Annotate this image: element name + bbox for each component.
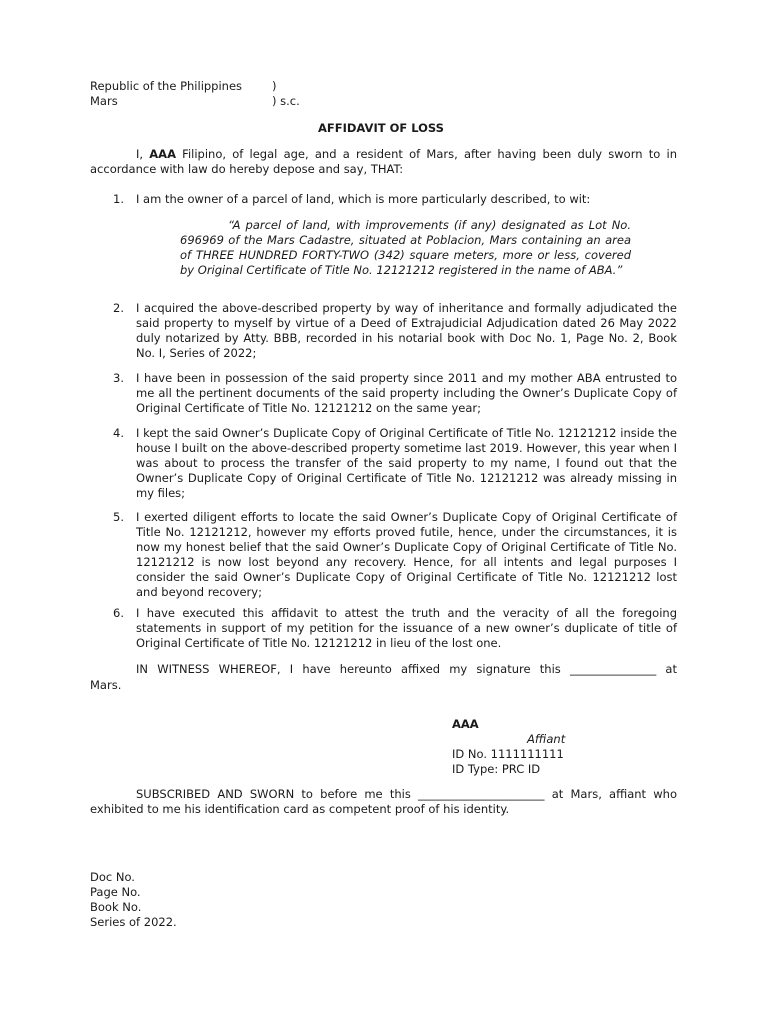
notarial-doc-no: Doc No. xyxy=(90,870,135,884)
jurat-paragraph: SUBSCRIBED AND SWORN to before me this ______________________ at Mars, affiant who exhibited to me his identification card as competent proof of his identity. xyxy=(90,787,677,816)
venue-city: Mars xyxy=(90,94,118,108)
witness-clause: IN WITNESS WHEREOF, I have hereunto affixed my signature this _______________ at xyxy=(136,662,677,676)
venue-sc: ) s.c. xyxy=(272,94,300,108)
intro-text: Filipino, of legal age, and a resident of Mars, after having been duly sworn to in accordance with law do hereby depose and say, THAT: xyxy=(90,147,677,176)
property-description-quote: “A parcel of land, with improvements (if any) designated as Lot No. 696969 of the Mars Cadastre, situated at Poblacion, Mars containing an area of THREE HUNDRED FORTY-TWO (342) square meters, more or less, covered by Original Certificate of Title No. 12121212 registered in the name of ABA.” xyxy=(180,218,631,277)
intro-paragraph xyxy=(90,147,677,177)
item-text: I acquired the above-described property by way of inheritance and formally adjudicated the said property to myself by virtue of a Deed of Extrajudicial Adjudication dated 26 May 2022 duly notarized by Atty. BBB, recorded in his notarial book with Doc No. 1, Page No. 2, Book No. I, Series of 2022; xyxy=(136,301,677,360)
affiant-id-number: ID No. 1111111111 xyxy=(452,747,564,761)
affiant-id-type: ID Type: PRC ID xyxy=(452,762,541,776)
item-number: 1. xyxy=(113,192,124,206)
venue-country: Republic of the Philippines xyxy=(90,79,243,93)
item-number: 4. xyxy=(113,426,124,440)
affiant-label: Affiant xyxy=(527,732,566,746)
document-title: AFFIDAVIT OF LOSS xyxy=(318,121,444,135)
notarial-book-no: Book No. xyxy=(90,900,142,914)
item-number: 2. xyxy=(113,301,124,315)
item-number: 3. xyxy=(113,371,124,385)
notarial-page-no: Page No. xyxy=(90,885,141,899)
item-number: 6. xyxy=(113,606,124,620)
venue-paren-1: ) xyxy=(272,79,277,93)
item-text: I have been in possession of the said property since 2011 and my mother ABA entrusted to me all the pertinent documents of the said property including the Owner’s Duplicate Copy of Original Certificate of Title No. 12121212 on the same year; xyxy=(136,371,677,415)
intro-prefix: I, xyxy=(136,147,150,161)
item-text: I have executed this affidavit to attest the truth and the veracity of all the foregoing statements in support of my petition for the issuance of a new owner’s duplicate of title of Original Certificate of Title No. 12121212 in lieu of the lost one. xyxy=(136,606,677,650)
notarial-series: Series of 2022. xyxy=(90,915,177,929)
item-number: 5. xyxy=(113,510,124,524)
item-text: I am the owner of a parcel of land, which is more particularly described, to wit: xyxy=(136,192,591,206)
item-text: I exerted diligent efforts to locate the said Owner’s Duplicate Copy of Original Certificate of Title No. 12121212, however my efforts proved futile, hence, under the circumstances, it is now my honest belief that the said Owner’s Duplicate Copy of Original Certificate of Title No. 12121212 is now lost beyond any recovery. Hence, for all intents and legal purposes I consider the said Owner’s Duplicate Copy of Original Certificate of Title No. 12121212 lost and beyond recovery; xyxy=(136,510,677,599)
witness-clause-place: Mars. xyxy=(90,678,122,692)
item-text: I kept the said Owner’s Duplicate Copy of Original Certificate of Title No. 12121212 inside the house I built on the above-described property sometime last 2019. However, this year when I was about to process the transfer of the said property to my name, I found out that the Owner’s Duplicate Copy of Original Certificate of Title No. 12121212 was already missing in my files; xyxy=(136,426,677,500)
affiant-name-intro: AAA xyxy=(149,147,176,161)
affiant-name: AAA xyxy=(452,717,479,731)
